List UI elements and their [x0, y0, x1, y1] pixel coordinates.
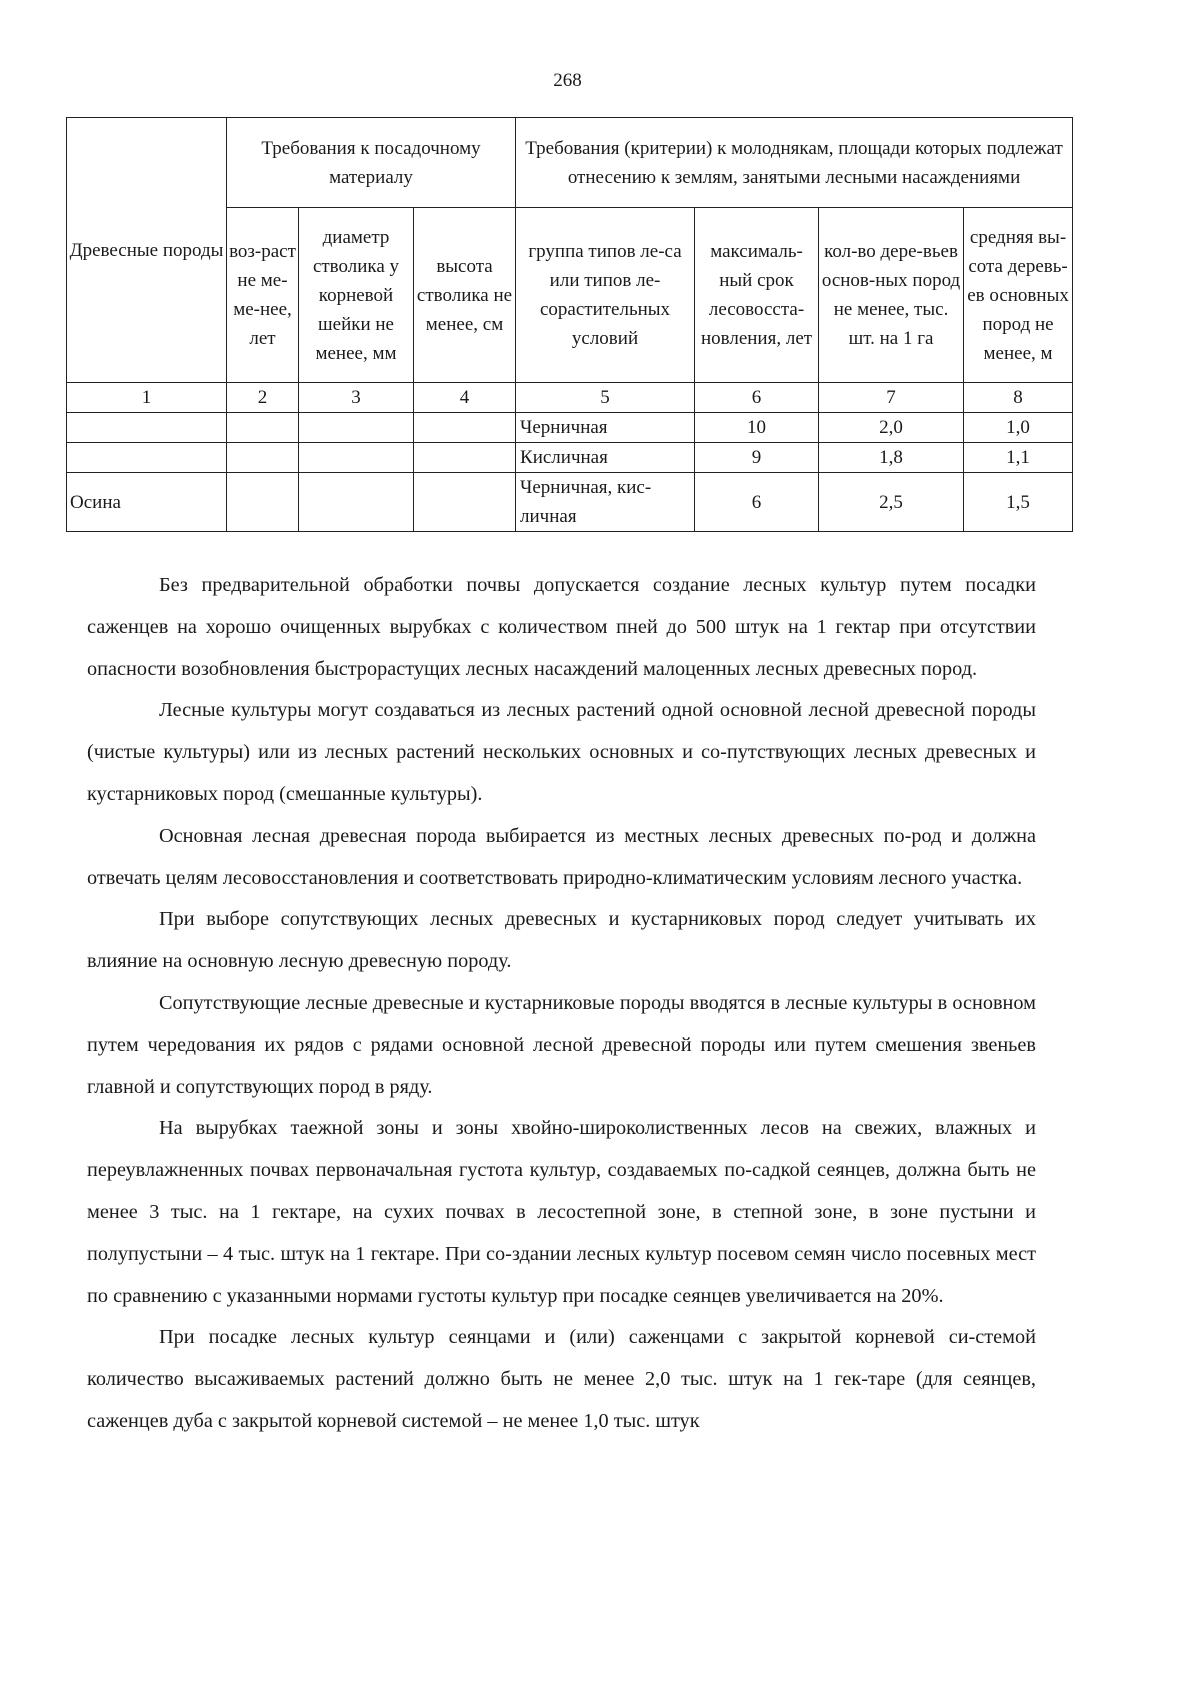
- cell-empty: [414, 473, 516, 532]
- page-number: 268: [553, 70, 582, 91]
- body-text: [87, 565, 1036, 1443]
- col-number: 4: [414, 383, 516, 413]
- cell-max-years: 9: [695, 443, 819, 473]
- paragraph: При выборе сопутствующих лесных древесных и кустарниковых пород следует учитывать их влияние на основную лесную древесную породу.: [87, 908, 1036, 973]
- cell-tree-count: 1,8: [819, 443, 964, 473]
- col-number: 7: [819, 383, 964, 413]
- paragraph: При посадке лесных культур сеянцами и (или) саженцами с закрытой корневой си-стемой количество высаживаемых растений должно быть не менее 2,0 тыс. штук на 1 гек-таре (для сеянцев, саженцев дуба с закрытой корневой системой – не менее 1,0 тыс. штук: [87, 1326, 1036, 1432]
- header-age: воз-раст не ме-ме-нее, лет: [227, 208, 299, 383]
- cell-empty: [227, 473, 299, 532]
- col-number: 1: [67, 383, 227, 413]
- col-number: 3: [299, 383, 414, 413]
- cell-species: [67, 443, 227, 473]
- cell-forest-type: Черничная, кис-личная: [516, 473, 695, 532]
- header-forest-type: группа типов ле-са или типов ле-сорастительных условий: [516, 208, 695, 383]
- cell-avg-height: 1,5: [964, 473, 1073, 532]
- cell-forest-type: Кисличная: [516, 443, 695, 473]
- cell-avg-height: 1,0: [964, 413, 1073, 443]
- header-avg-height: средняя вы-сота деревь-ев основных пород не менее, м: [964, 208, 1073, 383]
- header-young-stands: Требования (критерии) к молоднякам, площади которых подлежат отнесению к землям, занятыми лесными насаждениями: [516, 118, 1073, 208]
- paragraph: Основная лесная древесная порода выбирается из местных лесных древесных по-род и должна отвечать целям лесовосстановления и соответствовать природно-климатическим условиям лесного участка.: [87, 824, 1036, 889]
- cell-species: Осина: [67, 473, 227, 532]
- paragraph: Лесные культуры могут создаваться из лесных растений одной основной лесной древесной породы (чистые культуры) или из лесных растений нескольких основных и со-путствующих лесных древесных и кустарниковых пород (смешанные культуры).: [87, 699, 1036, 805]
- table-row: [67, 473, 1073, 532]
- col-number: 5: [516, 383, 695, 413]
- header-height: высота стволика не менее, см: [414, 208, 516, 383]
- header-max-years: максималь-ный срок лесовосста-новления, лет: [695, 208, 819, 383]
- col-number: 6: [695, 383, 819, 413]
- cell-empty: [414, 443, 516, 473]
- header-planting-material: Требования к посадочному материалу: [227, 118, 516, 208]
- header-diameter: диаметр стволика у корневой шейки не менее, мм: [299, 208, 414, 383]
- table-row: [67, 413, 1073, 443]
- table-row: [67, 443, 1073, 473]
- cell-species: [67, 413, 227, 443]
- col-number: 2: [227, 383, 299, 413]
- cell-empty: [299, 413, 414, 443]
- cell-empty: [299, 473, 414, 532]
- cell-empty: [414, 413, 516, 443]
- cell-tree-count: 2,5: [819, 473, 964, 532]
- paragraph: Сопутствующие лесные древесные и кустарниковые породы вводятся в лесные культуры в основном путем чередования их рядов с рядами основной лесной древесной породы или путем смешения звеньев главной и сопутствующих пород в ряду.: [87, 991, 1036, 1098]
- cell-max-years: 6: [695, 473, 819, 532]
- col-number: 8: [964, 383, 1073, 413]
- cell-tree-count: 2,0: [819, 413, 964, 443]
- paragraph: На вырубках таежной зоны и зоны хвойно-широколиственных лесов на свежих, влажных и переувлажненных почвах первоначальная густота культур, создаваемых по-садкой сеянцев, должна быть не менее 3 тыс. на 1 гектаре, на сухих почвах в лесостепной зоне, в степной зоне, в зоне пустыни и полупустыни – 4 тыс. штук на 1 гектаре. При со-здании лесных культур посевом семян число посевных мест по сравнению с указанными нормами густоты культур при посадке сеянцев увеличивается на 20%.: [87, 1117, 1036, 1307]
- cell-empty: [299, 443, 414, 473]
- cell-max-years: 10: [695, 413, 819, 443]
- paragraph: Без предварительной обработки почвы допускается создание лесных культур путем посадки саженцев на хорошо очищенных вырубках с количеством пней до 500 штук на 1 гектар при отсутствии опасности возобновления быстрорастущих лесных насаждений малоценных лесных древесных пород.: [87, 574, 1036, 680]
- cell-empty: [227, 413, 299, 443]
- cell-avg-height: 1,1: [964, 443, 1073, 473]
- header-tree-count: кол-во дере-вьев основ-ных пород не менее, тыс. шт. на 1 га: [819, 208, 964, 383]
- cell-empty: [227, 443, 299, 473]
- cell-forest-type: Черничная: [516, 413, 695, 443]
- header-species: Древесные породы: [67, 118, 227, 383]
- requirements-table: [66, 117, 1073, 532]
